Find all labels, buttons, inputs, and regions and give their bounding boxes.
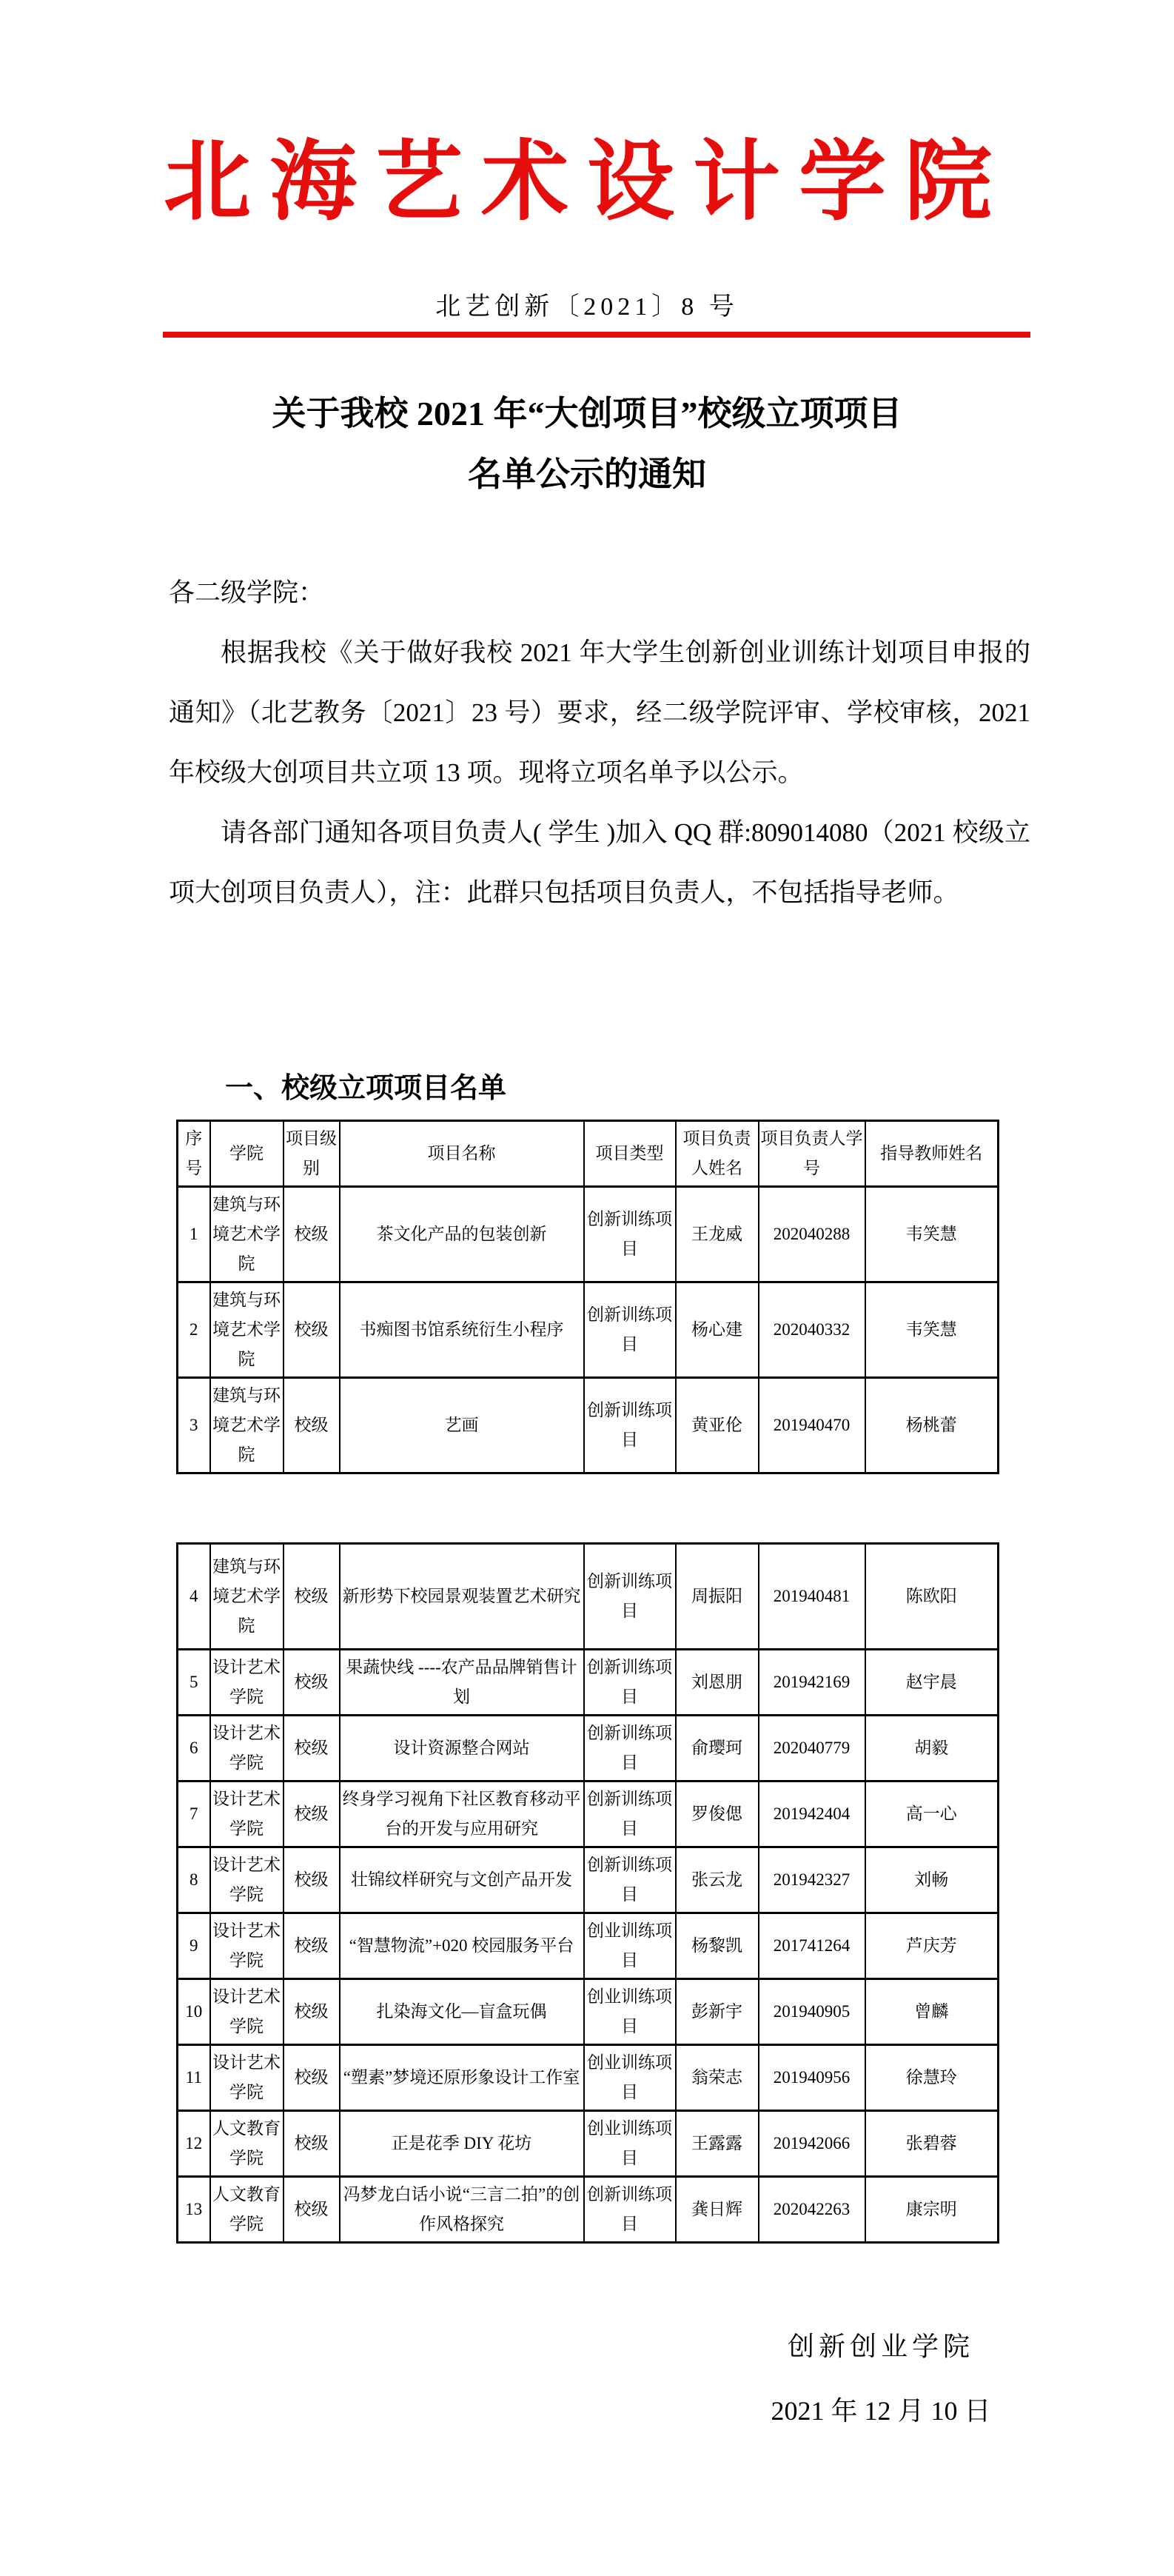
table-cell: 校级: [284, 2111, 340, 2177]
table-cell: 徐慧玲: [865, 2045, 999, 2111]
table-cell: 创新训练项目: [584, 1282, 676, 1378]
table-row: [178, 1782, 999, 1847]
table-cell: “塑素”梦境还原形象设计工作室: [340, 2045, 584, 2111]
table-row: [178, 1979, 999, 2045]
project-table-part2: [176, 1542, 999, 2244]
table-cell: 设计艺术学院: [210, 2045, 284, 2111]
table-cell: 201940956: [759, 2045, 865, 2111]
table-row: [178, 1847, 999, 1913]
table-cell: 高一心: [865, 1782, 999, 1847]
table-cell: 设计艺术学院: [210, 1650, 284, 1716]
table-cell: 杨心建: [676, 1282, 759, 1378]
table-cell: 创新训练项目: [584, 1782, 676, 1847]
table-cell: 龚日辉: [676, 2177, 759, 2243]
table-row: [178, 1544, 999, 1650]
table-cell: 创新训练项目: [584, 1716, 676, 1782]
table-cell: 12: [178, 2111, 210, 2177]
table-cell: 康宗明: [865, 2177, 999, 2243]
table-cell: 建筑与环境艺术学院: [210, 1544, 284, 1650]
table-cell: 刘畅: [865, 1847, 999, 1913]
column-header: 学院: [210, 1121, 284, 1187]
signing-date: 2021 年 12 月 10 日: [771, 2396, 991, 2426]
table-cell: 校级: [284, 1847, 340, 1913]
table-cell: 创新训练项目: [584, 1650, 676, 1716]
table-row: [178, 1378, 999, 1473]
table-cell: 8: [178, 1847, 210, 1913]
table-cell: 校级: [284, 2045, 340, 2111]
column-header: 项目类型: [584, 1121, 676, 1187]
table-cell: 校级: [284, 1979, 340, 2045]
table-cell: 202040332: [759, 1282, 865, 1378]
table-cell: 设计艺术学院: [210, 1913, 284, 1979]
column-header: 项目负责人姓名: [676, 1121, 759, 1187]
table-cell: 杨桃蕾: [865, 1378, 999, 1473]
table-row: [178, 1282, 999, 1378]
table-cell: 终身学习视角下社区教育移动平台的开发与应用研究: [340, 1782, 584, 1847]
table-cell: 彭新宇: [676, 1979, 759, 2045]
table-cell: 书痴图书馆系统衍生小程序: [340, 1282, 584, 1378]
section-heading: 一、校级立项项目名单: [225, 1073, 507, 1104]
signature-block: [696, 2331, 1066, 2427]
table-cell: 人文教育学院: [210, 2177, 284, 2243]
table-cell: 201942169: [759, 1650, 865, 1716]
table-cell: 建筑与环境艺术学院: [210, 1187, 284, 1282]
table-cell: 张云龙: [676, 1847, 759, 1913]
table-cell: 芦庆芳: [865, 1913, 999, 1979]
table-cell: 创新训练项目: [584, 1378, 676, 1473]
table-cell: 创业训练项目: [584, 1979, 676, 2045]
table-cell: 建筑与环境艺术学院: [210, 1378, 284, 1473]
table-cell: 创业训练项目: [584, 2111, 676, 2177]
table-cell: 设计艺术学院: [210, 1847, 284, 1913]
table-cell: 13: [178, 2177, 210, 2243]
table-cell: 王露露: [676, 2111, 759, 2177]
salutation: 各二级学院：: [169, 578, 325, 607]
table-cell: 校级: [284, 1782, 340, 1847]
paragraph-1: 根据我校《关于做好我校 2021 年大学生创新创业训练计划项目申报的通知》（北艺教务〔2021〕23 号）要求，经二级学院评审、学校审核，2021 年校级大创项目共立项 13 项。现将立项名单予以公示。: [169, 638, 1030, 787]
table-cell: 创新训练项目: [584, 1847, 676, 1913]
table-cell: 设计艺术学院: [210, 1782, 284, 1847]
signing-department: 创新创业学院: [787, 2332, 974, 2361]
table-row: [178, 1650, 999, 1716]
table-cell: 果蔬快线 ----农产品品牌销售计划: [340, 1650, 584, 1716]
table-cell: 7: [178, 1782, 210, 1847]
table-cell: 201940470: [759, 1378, 865, 1473]
table-cell: 胡毅: [865, 1716, 999, 1782]
table-cell: 6: [178, 1716, 210, 1782]
table-cell: 5: [178, 1650, 210, 1716]
notice-body: [169, 563, 1030, 923]
table-cell: 4: [178, 1544, 210, 1650]
table-cell: 11: [178, 2045, 210, 2111]
table-row: [178, 2111, 999, 2177]
table-cell: 黄亚伦: [676, 1378, 759, 1473]
table-cell: 校级: [284, 1913, 340, 1979]
paragraph-2: 请各部门通知各项目负责人( 学生 )加入 QQ 群:809014080（2021 校级立项大创项目负责人），注：此群只包括项目负责人，不包括指导老师。: [169, 818, 1030, 907]
table-cell: 校级: [284, 1282, 340, 1378]
table-cell: 校级: [284, 1544, 340, 1650]
table-cell: 杨黎凯: [676, 1913, 759, 1979]
table-row: [178, 1187, 999, 1282]
table-cell: 正是花季 DIY 花坊: [340, 2111, 584, 2177]
table-cell: 校级: [284, 1378, 340, 1473]
table-cell: 刘恩朋: [676, 1650, 759, 1716]
table-cell: 202040288: [759, 1187, 865, 1282]
table-row: [178, 1716, 999, 1782]
table-cell: 创新训练项目: [584, 2177, 676, 2243]
notice-title-line1: 关于我校 2021 年“大创项目”校级立项项目: [272, 395, 902, 432]
table-cell: 201942327: [759, 1847, 865, 1913]
table-cell: “智慧物流”+020 校园服务平台: [340, 1913, 584, 1979]
table-cell: 陈欧阳: [865, 1544, 999, 1650]
table-cell: 校级: [284, 1650, 340, 1716]
table-cell: 韦笑慧: [865, 1187, 999, 1282]
table-cell: 校级: [284, 2177, 340, 2243]
table-cell: 人文教育学院: [210, 2111, 284, 2177]
table-cell: 202042263: [759, 2177, 865, 2243]
table-cell: 壮锦纹样研究与文创产品开发: [340, 1847, 584, 1913]
table-cell: 创业训练项目: [584, 1913, 676, 1979]
table-cell: 设计艺术学院: [210, 1716, 284, 1782]
project-table-part1: [176, 1120, 999, 1474]
column-header: 项目负责人学号: [759, 1121, 865, 1187]
table-cell: 新形势下校园景观装置艺术研究: [340, 1544, 584, 1650]
table-cell: 曾麟: [865, 1979, 999, 2045]
table-cell: 罗俊偲: [676, 1782, 759, 1847]
table-cell: 设计艺术学院: [210, 1979, 284, 2045]
doc-number: 北艺创新〔2021〕8 号: [435, 293, 739, 321]
table-cell: 艺画: [340, 1378, 584, 1473]
table-cell: 俞璎珂: [676, 1716, 759, 1782]
table-cell: 201942066: [759, 2111, 865, 2177]
table-cell: 建筑与环境艺术学院: [210, 1282, 284, 1378]
table-cell: 韦笑慧: [865, 1282, 999, 1378]
table-cell: 10: [178, 1979, 210, 2045]
table-cell: 9: [178, 1913, 210, 1979]
table-cell: 创业训练项目: [584, 2045, 676, 2111]
table-cell: 校级: [284, 1716, 340, 1782]
notice-title: [156, 384, 1018, 505]
table-cell: 赵宇晨: [865, 1650, 999, 1716]
table-cell: 周振阳: [676, 1544, 759, 1650]
table-header: [178, 1121, 999, 1187]
table-cell: 3: [178, 1378, 210, 1473]
table-row: [178, 2177, 999, 2243]
letterhead-title: 北海艺术设计学院: [163, 134, 1010, 231]
table-cell: 创新训练项目: [584, 1544, 676, 1650]
column-header: 项目级别: [284, 1121, 340, 1187]
table-cell: 2: [178, 1282, 210, 1378]
letterhead-divider: [163, 332, 1030, 338]
table-header-row: [178, 1121, 999, 1187]
table-row: [178, 2045, 999, 2111]
table-cell: 创新训练项目: [584, 1187, 676, 1282]
notice-title-line2: 名单公示的通知: [468, 455, 706, 493]
table-cell: 201741264: [759, 1913, 865, 1979]
table-cell: 翁荣志: [676, 2045, 759, 2111]
table-cell: 茶文化产品的包装创新: [340, 1187, 584, 1282]
table-cell: 201940481: [759, 1544, 865, 1650]
table-cell: 张碧蓉: [865, 2111, 999, 2177]
table-cell: 1: [178, 1187, 210, 1282]
table-cell: 扎染海文化—盲盒玩偶: [340, 1979, 584, 2045]
table-cell: 201942404: [759, 1782, 865, 1847]
column-header: 指导教师姓名: [865, 1121, 999, 1187]
table-row: [178, 1913, 999, 1979]
table-cell: 王龙威: [676, 1187, 759, 1282]
table-cell: 设计资源整合网站: [340, 1716, 584, 1782]
table-cell: 冯梦龙白话小说“三言二拍”的创作风格探究: [340, 2177, 584, 2243]
column-header: 序号: [178, 1121, 210, 1187]
column-header: 项目名称: [340, 1121, 584, 1187]
table-cell: 201940905: [759, 1979, 865, 2045]
table-cell: 校级: [284, 1187, 340, 1282]
table-cell: 202040779: [759, 1716, 865, 1782]
